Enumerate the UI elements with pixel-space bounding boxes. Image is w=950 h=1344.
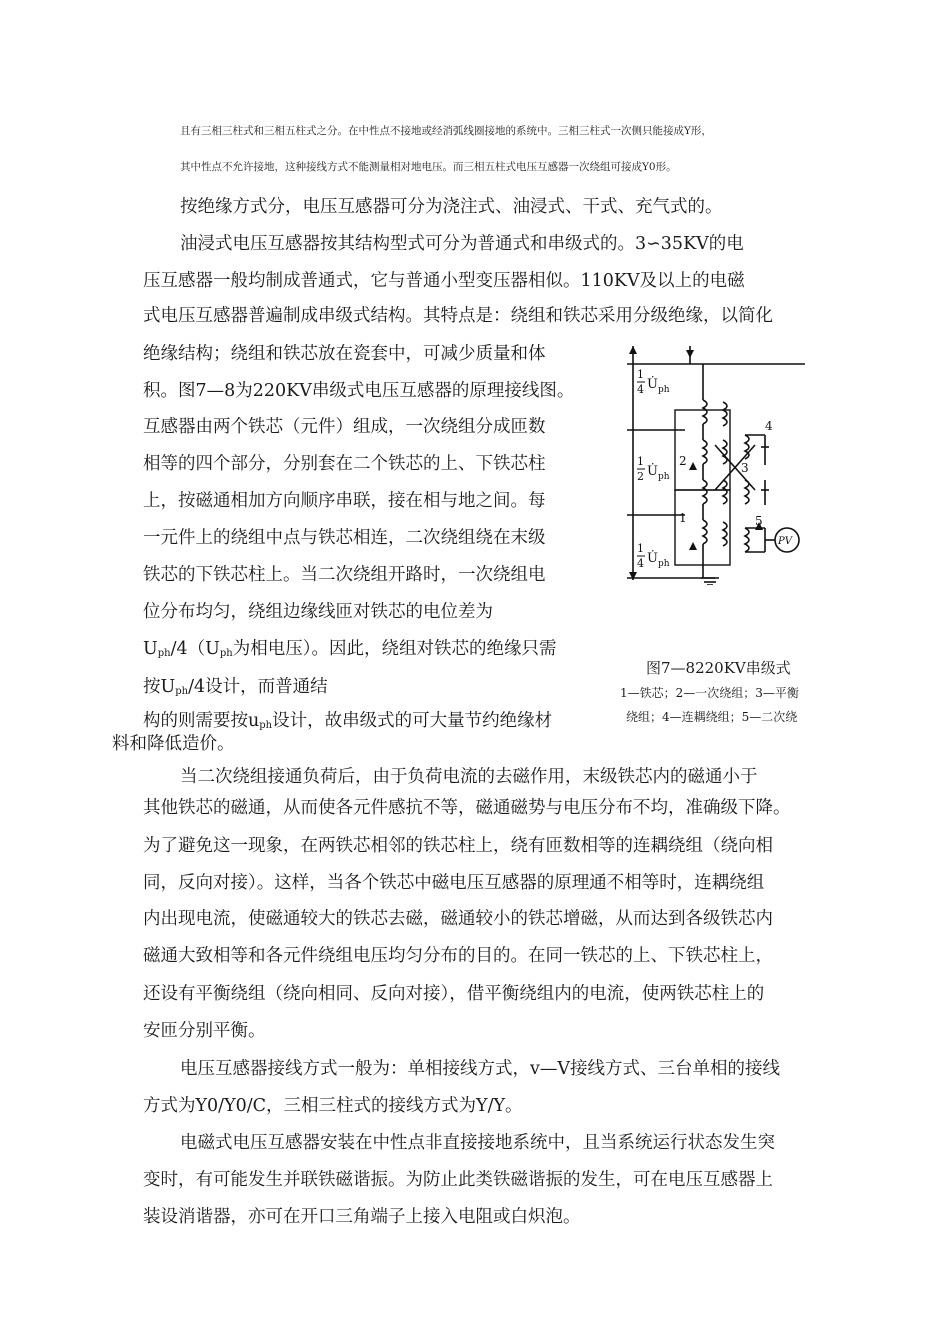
fig-label-quarter-top: 1	[637, 368, 644, 381]
intro-line-1: 且有三相三柱式和三相五柱式之分。在中性点不接地或经消弧线圈接地的系统中。三相三柱式一次侧只能接成Y形，	[180, 125, 712, 137]
svg-text:U̇: U̇	[647, 464, 658, 479]
fig-label-half: 1	[637, 455, 644, 468]
paragraph-load-line-5: 内出现电流，使磁通较大的铁芯去磁，磁通较小的铁芯增磁，从而达到各级铁芯内	[143, 909, 773, 929]
fig-label-pv: PV	[778, 536, 792, 547]
intro-line-2: 其中性点不允许接地，这种接线方式不能测量相对地电压。而三相五柱式电压互感器一次绕组可接成Y0形。	[180, 161, 677, 173]
paragraph-oil-line-10: 铁芯的下铁芯柱上。当二次绕组开路时，一次绕组电	[143, 565, 546, 585]
paragraph-resonance-line-1: 电磁式电压互感器安装在中性点非直接接地系统中，且当系统运行状态发生突	[180, 1133, 775, 1153]
svg-text:ph: ph	[658, 559, 670, 569]
fig-label-5: 5	[755, 514, 763, 528]
fig-label-2: 2	[679, 454, 687, 468]
paragraph-oil-line-4: 绝缘结构；绕组和铁芯放在瓷套中，可减少质量和体	[143, 344, 546, 364]
paragraph-oil-line-5: 积。图7—8为220KV串级式电压互感器的原理接线图。	[143, 381, 575, 401]
fig-label-1: 1	[679, 511, 687, 525]
svg-text:U̇: U̇	[647, 377, 658, 392]
paragraph-load-line-1: 当二次绕组接通负荷后，由于负荷电流的去磁作用，末级铁芯内的磁通小于	[180, 767, 758, 787]
paragraph-oil-line-2: 压互感器一般均制成普通式，它与普通小型变压器相似。110KV及以上的电磁	[143, 271, 745, 291]
paragraph-resonance-line-2: 变时，有可能发生并联铁磁谐振。为防止此类铁磁谐振的发生，可在电压互感器上	[143, 1170, 773, 1190]
paragraph-oil-line-8: 上，按磁通相加方向顺序串联，接在相与地之间。每	[143, 491, 546, 511]
paragraph-oil-line-12: $U_{ph}/4(U_{ph}$为相电压）。因此，绕组对铁芯的绝缘只需	[143, 639, 557, 659]
paragraph-oil-line-11: 位分布均匀，绕组边缘线匝对铁芯的电位差为	[143, 602, 493, 622]
paragraph-load-line-7: 还设有平衡绕组（绕向相同、反向对接），借平衡绕组内的电流，使两铁芯柱上的	[143, 984, 765, 1004]
svg-text:4: 4	[637, 383, 644, 396]
paragraph-wiring-line-2: 方式为Y0/Y0/C，三相三柱式的接线方式为Y/Y。	[143, 1096, 523, 1116]
paragraph-oil-line-13: 按$U_{ph}/4$设计，而普通结	[143, 677, 328, 697]
paragraph-load-line-4: 同，反向对接）。这样，当各个铁芯中磁电压互感器的原理通不相等时，连耦绕组	[143, 873, 765, 893]
paragraph-insulation: 按绝缘方式分，电压互感器可分为浇注式、油浸式、干式、充气式的。	[180, 197, 723, 217]
svg-text:U̇: U̇	[647, 551, 658, 566]
paragraph-oil-line-14: 构的则需要按$u_{ph}$设计，故串级式的可大量节约绝缘材	[143, 711, 553, 731]
figure-caption-legend-2: 绕组；4—连耦绕组；5—二次绕	[626, 710, 798, 724]
svg-text:2: 2	[637, 470, 644, 483]
figure-caption-legend-1: 1—铁芯；2—一次绕组；3—平衡	[620, 686, 799, 700]
paragraph-load-line-2: 其他铁芯的磁通，从而使各元件感抗不等，磁通磁势与电压分布不均，准确级下降。	[143, 798, 791, 818]
paragraph-oil-line-15: 料和降低造价。	[112, 734, 235, 754]
svg-text:ph: ph	[658, 472, 670, 482]
fig-label-4: 4	[765, 419, 773, 433]
paragraph-oil-line-1: 油浸式电压互感器按其结构型式可分为普通式和串级式的。3∽35KV的电	[180, 234, 744, 254]
paragraph-oil-line-7: 相等的四个部分，分别套在二个铁芯的上、下铁芯柱	[143, 454, 546, 474]
paragraph-wiring-line-1: 电压互感器接线方式一般为：单相接线方式，v—V接线方式、三台单相的接线	[180, 1059, 781, 1079]
svg-text:ph: ph	[658, 385, 670, 395]
fig-label-3: 3	[741, 461, 749, 475]
fig-label-quarter-bottom: 1	[637, 542, 644, 555]
paragraph-resonance-line-3: 装设消谐器，亦可在开口三角端子上接入电阻或白炽泡。	[143, 1207, 581, 1227]
paragraph-load-line-8: 安匝分别平衡。	[143, 1021, 266, 1041]
paragraph-load-line-3: 为了避免这一现象，在两铁芯相邻的铁芯柱上，绕有匝数相等的连耦绕组（绕向相	[143, 836, 773, 856]
paragraph-oil-line-3: 式电压互感器普遍制成串级式结构。其特点是：绕组和铁芯采用分级绝缘，以简化	[143, 306, 773, 326]
cascade-transformer-diagram	[615, 340, 815, 585]
paragraph-oil-line-6: 互感器由两个铁芯（元件）组成，一次绕组分成匝数	[143, 417, 546, 437]
figure-caption-title: 图7—8220KV串级式	[646, 659, 791, 677]
paragraph-oil-line-9: 一元件上的绕组中点与铁芯相连，二次绕组绕在末级	[143, 528, 546, 548]
paragraph-load-line-6: 磁通大致相等和各元件绕组电压均匀分布的目的。在同一铁芯的上、下铁芯柱上，	[143, 946, 773, 966]
svg-text:4: 4	[637, 557, 644, 570]
